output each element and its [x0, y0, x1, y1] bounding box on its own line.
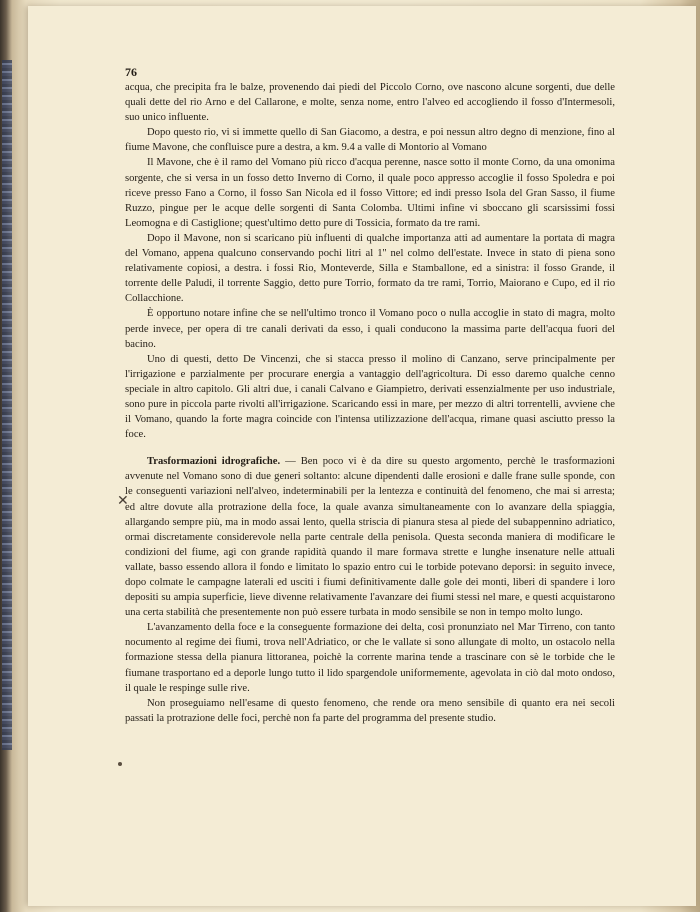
margin-dot-mark: [118, 762, 122, 766]
margin-cross-mark: ✕: [117, 494, 129, 509]
text-body: [125, 66, 615, 726]
paragraph: Dopo questo rio, vi si immette quello di San Giacomo, a destra, e poi nessun altro degno di menzione, fino al fiume Mavone, che confluisce pure a destra, a km. 9.4 a valle di Montorio al Vomano: [125, 127, 615, 154]
page-number: 76: [125, 65, 137, 79]
paragraph: Il Mavone, che è il ramo del Vomano più ricco d'acqua perenne, nasce sotto il monte Corno, da una omonima sorgente, che si versa in un fosso detto Inverno di Corno, il quale poco appresso accoglie il fosso Spoledra e poi riceve presso Fano a Corno, il fosso San Nicola ed il fosso Vittore; ed indi presso Isola del Gran Sasso, il fiume Ruzzo, pingue per le acque delle sorgenti di Santa Colomba. Ultimi infine vi sboccano gli scarsissimi fossi Leomogna e di Castiglione; quest'ultimo detto pure di Tossicia, formato da tre rami.: [125, 157, 615, 229]
paragraph: Uno di questi, detto De Vincenzi, che si stacca presso il molino di Canzano, serve principalmente per l'irrigazione e parzialmente per procurare energia a vantaggio dell'agricoltura. Di esso daremo qualche cenno speciale in altro capitolo. Gli altri due, i canali Calvano e Giampietro, derivati essenzialmente per uso industriale, sono pure in piccola parte rivolti all'irrigazione. Scaricando essi in mare, per mezzo di altri torrentelli, avviene che il Vomano, quando la forte magra coincide con l'intensa utilizzazione dell'acqua, rimane quasi asciutto presso la foce.: [125, 353, 615, 441]
section-paragraph: [125, 454, 615, 620]
book-binding-edge: [2, 60, 12, 750]
paragraph: È opportuno notare infine che se nell'ultimo tronco il Vomano poco o nulla accoglie in stato di magra, molto perde invece, per opera di tre canali derivati da esso, i quali conducono la massima parte dell'acqua fuori del bacino.: [125, 308, 615, 350]
paragraph: L'avanzamento della foce e la conseguente formazione dei delta, così pronunziato nel Mar Tirreno, con tanto nocumento al regime dei fiumi, trova nell'Adriatico, or che le vallate si sono allungate di molto, un ostacolo nella formazione stessa della pianura littoranea, poichè la corrente marina tende a trascinare con sè le torbide che le fiumane trasportano ed a deporle lungo tutto il lido spargendole uniformemente, agevolata in ciò dal moto ondoso, il quale le respinge sulle rive.: [125, 622, 615, 694]
paragraph: Non proseguiamo nell'esame di questo fenomeno, che rende ora meno sensibile di quanto era nei secoli passati la protrazione delle foci, perchè non fa parte del programma del presente studio.: [125, 697, 615, 724]
section-heading: Trasformazioni idrografiche.: [147, 456, 281, 468]
paragraph: Dopo il Mavone, non si scaricano più influenti di qualche importanza atti ad aumentare la portata di magra del Vomano, appena qualcuno conservando pochi litri al 1'' nel colmo dell'estate. Invece in stato di piena sono relativamente copiosi, a destra. i fossi Rio, Monteverde, Silla e Stamballone, ed a sinistra: il fosso Grande, il torrente delle Paludi, il torrente Saggio, detto pure Torrio, formato da tre rami, Torrio, Maiorano e Cupo, ed il rio Collacchione.: [125, 232, 615, 305]
paragraph: acqua, che precipita fra le balze, provenendo dai piedi del Piccolo Corno, ove nascono alcune sorgenti, due delle quali dette del rio Arno e del Callarone, e molte, senza nome, entro l'alveo ed accogliendo il fosso d'Intermesoli, suo unico influente.: [125, 82, 615, 124]
section-text: — Ben poco vi è da dire su questo argomento, perchè le trasformazioni avvenute nel Vomano sono di due generi soltanto: alcune dipendenti dalle erosioni e dalle frane sulle sponde, con le conseguenti variazioni nell'alveo, indeterminabili per la lentezza e continuità del fenomeno, che mai si arresta; ed altre dovute alla protrazione della foce, la quale avanza simultaneamente con lo avanzare della spiaggia, allargando sempre più, ma in modo assai lento, quella striscia di pianura stesa al piede del subappennino adriatico, ormai discretamente considerevole nella parte centrale della penisola. Questa seconda maniera di modificare le condizioni del fiume, agì con grande rapidità quando il mare formava strette e lunghe insenature nelle attuali vallate, basso essendo allora il fondo e limitato lo spazio entro cui le torbide potevano deporsi: in seguito invece, dopo colmate le campagne laterali ed usciti i fiumi definitivamente dalle gole dei monti, liberi di spandere i loro depositi su ampia superficie, lieve divenne relativamente l'avanzare dei fiumi stessi nel mare, e questi acquistarono una certa stabilità che presentemente non può essere turbata in modo sensibile se non in tempo molto lungo.: [125, 456, 615, 619]
